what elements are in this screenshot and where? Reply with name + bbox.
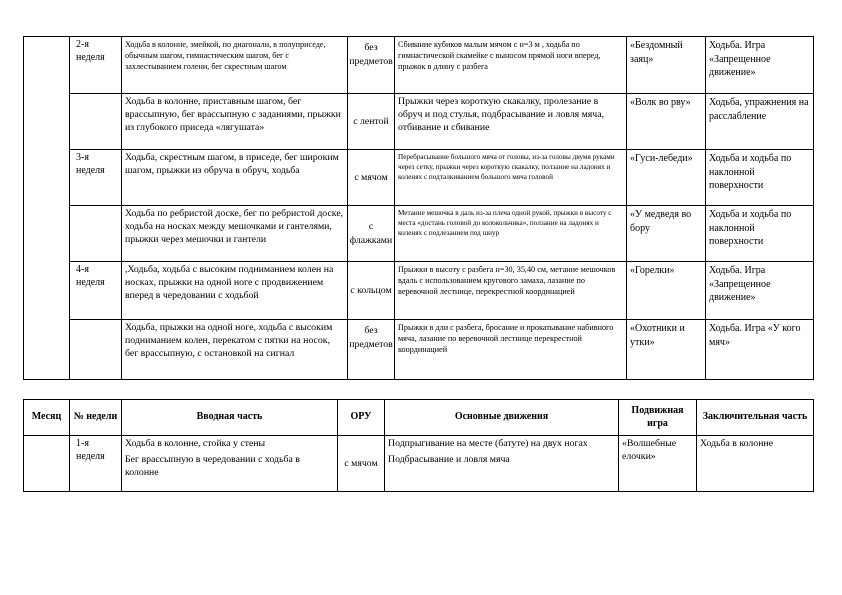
main-cell: Сбивание кубиков малым мячом с н=3 м , ходьба по гимнастической скамейке с выносом прямой ноги вперед, прыжок в длину с разбега xyxy=(395,37,627,94)
table-row xyxy=(24,37,814,94)
header-game: Подвижная игра xyxy=(619,400,697,436)
table-row xyxy=(24,94,814,150)
header-final: Заключительная часть xyxy=(697,400,814,436)
week-cell xyxy=(70,94,122,150)
oru-cell: с флажками xyxy=(348,206,395,262)
final-cell: Ходьба, упражнения на расслабление xyxy=(706,94,814,150)
header-oru: ОРУ xyxy=(338,400,385,436)
week-cell: 3-я неделя xyxy=(70,150,122,206)
header-month: Месяц xyxy=(24,400,70,436)
oru-cell: без предметов xyxy=(348,37,395,94)
intro-line: Ходьба в колонне, стойка у стены xyxy=(125,438,266,449)
table-row xyxy=(24,206,814,262)
table-row xyxy=(24,436,814,492)
game-cell: «Волшебные елочки» xyxy=(619,436,697,492)
main-line: Подбрасывание и ловля мяча xyxy=(388,453,510,465)
schedule-table-bottom xyxy=(23,399,814,492)
final-cell: Ходьба в колонне xyxy=(697,436,814,492)
final-cell: Ходьба. Игра «Запрещенное движение» xyxy=(706,37,814,94)
final-cell: Ходьба. Игра «У кого мяч» xyxy=(706,320,814,380)
week-cell: 1-я неделя xyxy=(70,436,122,492)
game-cell: «Охотники и утки» xyxy=(627,320,706,380)
week-cell: 2-я неделя xyxy=(70,37,122,94)
header-week-number: № недели xyxy=(70,400,122,436)
game-cell: «Бездомный заяц» xyxy=(627,37,706,94)
intro-cell: Ходьба, прыжки на одной ноге, ходьба с высоким подниманием колен, перекатом с пятки на носок, бег врассыпную, с остановкой на сигнал xyxy=(122,320,348,380)
week-cell xyxy=(70,206,122,262)
header-row xyxy=(24,400,814,436)
table-row xyxy=(24,262,814,320)
main-cell: Прыжки через короткую скакалку, пролезание в обруч и под стулья, подбрасывание и ловля мяча, отбивание и сбивание xyxy=(395,94,627,150)
final-cell: Ходьба. Игра «Запрещенное движение» xyxy=(706,262,814,320)
game-cell: «У медведя во бору xyxy=(627,206,706,262)
main-cell: Прыжки в дли с разбега, бросание и прокатывание набивного мяча, лазание по веревочной лестнице перекрестной координацией xyxy=(395,320,627,380)
intro-cell: Ходьба, скрестным шагом, в приседе, бег широким шагом, прыжки из обруча в обруч, ходьба xyxy=(122,150,348,206)
week-cell xyxy=(70,320,122,380)
intro-cell: Ходьба по ребристой доске, бег по ребристой доске, ходьба на носках между мешочками и гантелями, прыжки через мешочки и гантели xyxy=(122,206,348,262)
game-cell: «Горелки» xyxy=(627,262,706,320)
intro-line: Бег врассыпную в чередовании с ходьба в колонне xyxy=(125,453,300,478)
game-cell: «Волк во рву» xyxy=(627,94,706,150)
oru-cell: с мячом xyxy=(348,150,395,206)
intro-cell xyxy=(122,436,338,492)
final-cell: Ходьба и ходьба по наклонной поверхности xyxy=(706,206,814,262)
main-cell xyxy=(385,436,619,492)
oru-cell: с кольцом xyxy=(348,262,395,320)
main-cell: Перебрасывание большого мяча от головы, из-за головы двумя руками через сетку, прыжки через короткую скакалку, ползание на ладонях и коленях с подталкиванием большого мяча головой xyxy=(395,150,627,206)
main-cell: Метание мешочка в даль из-за плеча одной рукой, прыжки в высоту с места «достань головой до колокольчика», ползание на ладонях и коленях с подлезанием под шнур xyxy=(395,206,627,262)
header-main: Основные движения xyxy=(385,400,619,436)
main-line: Подпрыгивание на месте (батуте) на двух ногах xyxy=(388,438,588,449)
intro-cell: ,Ходьба, ходьба с высоким подниманием колен на носках, прыжки на одной ноге с продвижением вперед в чередовании с ходьбой xyxy=(122,262,348,320)
oru-cell: без предметов xyxy=(348,320,395,380)
final-cell: Ходьба и ходьба по наклонной поверхности xyxy=(706,150,814,206)
month-cell xyxy=(24,37,70,380)
oru-cell: с лентой xyxy=(348,94,395,150)
oru-cell: с мячом xyxy=(338,436,385,492)
intro-cell: Ходьба в колонне, приставным шагом, бег врассыпную, бег врассыпную с заданиями, прыжки из глубокого приседа «лягушата» xyxy=(122,94,348,150)
intro-cell: Ходьба в колонне, змейкой, по диагонали, в полуприседе, обычным шагом, гимнастическим шагом, бег с захлестыванием голени, бег скрестным шагом xyxy=(122,37,348,94)
header-intro: Вводная часть xyxy=(122,400,338,436)
schedule-table-top xyxy=(23,36,814,380)
main-cell: Прыжки в высоту с разбега н=30, 35,40 см, метание мешочков вдаль с использованием кругового замаха, лазание по веревочной лестнице, перекрестной координацией xyxy=(395,262,627,320)
week-cell: 4-я неделя xyxy=(70,262,122,320)
month-cell xyxy=(24,436,70,492)
table-row xyxy=(24,320,814,380)
game-cell: «Гуси-лебеди» xyxy=(627,150,706,206)
table-row xyxy=(24,150,814,206)
